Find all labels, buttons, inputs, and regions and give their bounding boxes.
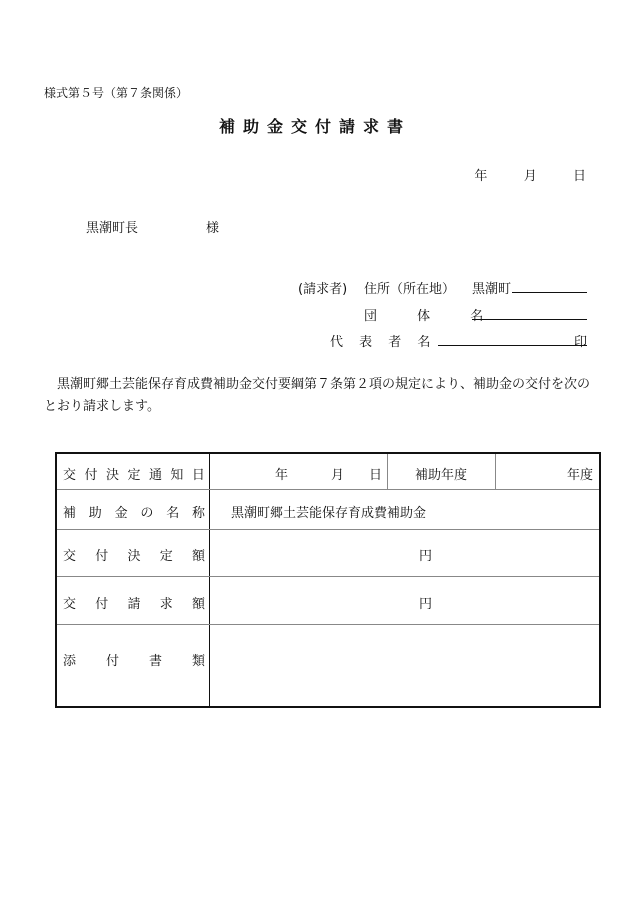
- addressee: [86, 217, 219, 236]
- representative-label: 代 表 者 名: [330, 335, 437, 350]
- label-granted-amount: 交 付 決 定 額: [63, 549, 205, 564]
- notice-date-month: 月: [331, 468, 345, 483]
- date-line: [474, 165, 586, 184]
- form-number: 様式第５号（第７条関係）: [44, 86, 189, 100]
- date-year: 年: [474, 169, 488, 184]
- seal-mark: 印: [574, 335, 588, 350]
- addressee-name: 黒潮町長: [86, 221, 139, 236]
- representative-field[interactable]: [438, 331, 587, 346]
- date-month: 月: [523, 169, 537, 184]
- org-name-label: 団 体 名: [364, 309, 502, 324]
- addressee-honorific: 様: [206, 221, 220, 236]
- address-label: 住所（所在地）: [364, 282, 456, 297]
- label-attachments: 添 付 書 類: [63, 654, 205, 669]
- subsidy-name-value: 黒潮町郷土芸能保存育成費補助金: [231, 506, 427, 521]
- label-subsidy-name: 補 助 金 の 名 称: [63, 506, 205, 521]
- label-requested-amount: 交 付 請 求 額: [63, 597, 205, 612]
- notice-date-year: 年: [275, 468, 289, 483]
- document-title: 補助金交付請求書: [218, 117, 411, 136]
- address-prefix: 黒潮町: [472, 282, 512, 297]
- date-day: 日: [572, 169, 586, 184]
- granted-amount-unit: 円: [419, 549, 433, 564]
- subsidy-request-table: [55, 452, 601, 708]
- notice-date-day: 日: [369, 468, 383, 483]
- subsidy-year-label: 補助年度: [415, 468, 468, 483]
- org-name-field[interactable]: [472, 305, 587, 320]
- request-statement: 黒潮町郷土芸能保存育成費補助金交付要綱第７条第２項の規定により、補助金の交付を次のとおり請求します。: [44, 377, 591, 414]
- address-field[interactable]: [512, 278, 587, 293]
- label-notice-date: 交 付 決 定 通 知 日: [63, 468, 205, 483]
- requester-label: (請求者): [298, 282, 348, 297]
- fiscal-year-suffix: 年度: [567, 468, 594, 483]
- requested-amount-unit: 円: [419, 597, 433, 612]
